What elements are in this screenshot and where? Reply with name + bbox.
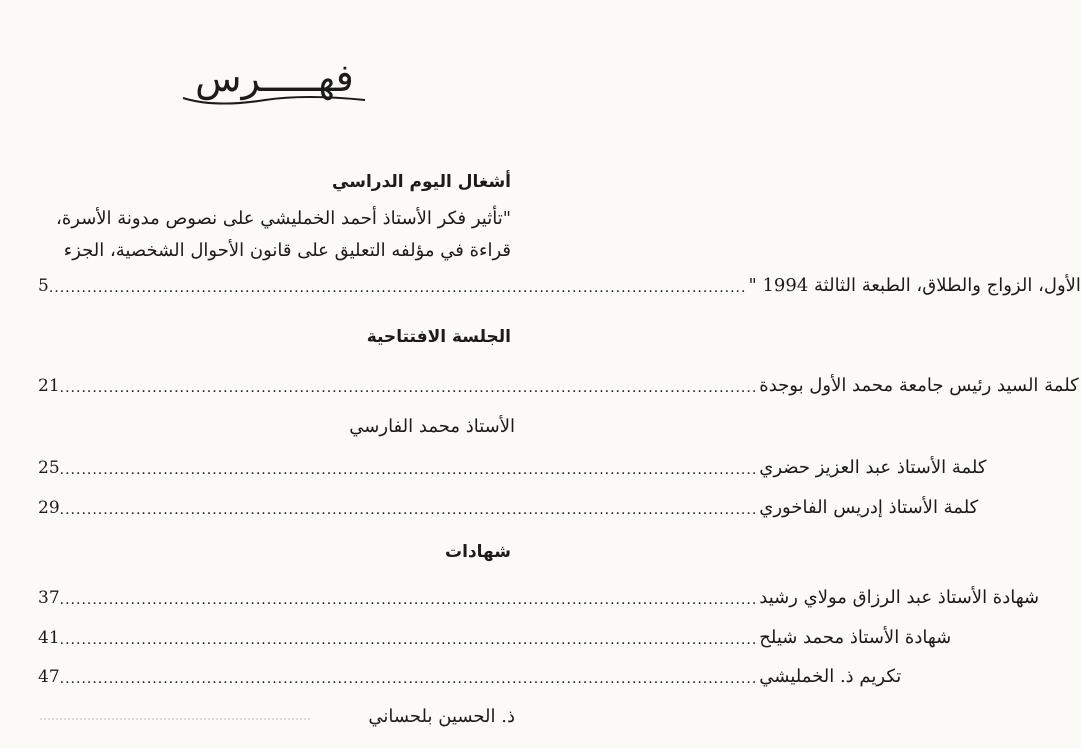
intro-line-1: "تأثير فكر الأستاذ أحمد الخمليشي على نصوص مدونة الأسرة، xyxy=(56,208,511,229)
page-number: 29 xyxy=(38,498,60,518)
section-testimonies: شهادات xyxy=(445,542,511,562)
toc-entry-farsi: الأستاذ محمد الفارسي xyxy=(349,416,515,437)
entry-text: تكريم ذ. الخمليشي xyxy=(759,666,902,687)
title-flourish xyxy=(175,60,375,110)
toc-entry-belhassani: ذ. الحسين بلحساني xyxy=(368,706,515,727)
page-number: 25 xyxy=(38,458,60,478)
toc-entry-president[interactable] xyxy=(38,370,1079,396)
toc-entry-rachid[interactable] xyxy=(38,582,1040,608)
toc-entry-hadri[interactable] xyxy=(38,452,987,478)
entry-text: كلمة الأستاذ إدريس الفاخوري xyxy=(759,497,979,518)
entry-text: كلمة الأستاذ عبد العزيز حضري xyxy=(759,457,987,478)
section-opening: الجلسة الافتتاحية xyxy=(366,327,511,347)
leader-dots: ................................................................................................................................ xyxy=(59,462,758,478)
section-study-day: أشغال اليوم الدراسي xyxy=(332,172,511,192)
page-title: فهـــــرس xyxy=(195,56,354,100)
page-number: 21 xyxy=(38,376,60,396)
leader-dots: ................................................................................................................................ xyxy=(59,632,758,648)
leader-dots: ................................................................................................................................ xyxy=(48,280,747,296)
page-number: 37 xyxy=(38,588,60,608)
entry-text: شهادة الأستاذ عبد الرزاق مولاي رشيد xyxy=(759,587,1040,608)
toc-entry-tribute[interactable] xyxy=(38,661,902,687)
bleed-through-text xyxy=(40,708,310,720)
toc-entry-fakhouri[interactable] xyxy=(38,492,979,518)
intro-line-2: قراءة في مؤلفه التعليق على قانون الأحوال الشخصية، الجزء xyxy=(63,240,511,261)
leader-dots: ................................................................................................................................ xyxy=(59,380,758,396)
leader-dots: ................................................................................................................................ xyxy=(59,671,758,687)
page-number: 41 xyxy=(38,628,60,648)
entry-text: شهادة الأستاذ محمد شيلح xyxy=(759,627,952,648)
page-number: 5 xyxy=(38,276,49,296)
leader-dots: ................................................................................................................................ xyxy=(59,592,758,608)
toc-entry-chilah[interactable] xyxy=(38,622,952,648)
leader-dots: ................................................................................................................................ xyxy=(59,502,758,518)
entry-text: كلمة السيد رئيس جامعة محمد الأول بوجدة xyxy=(759,375,1079,396)
entry-text: الأول، الزواج والطلاق، الطبعة الثالثة 1994 " xyxy=(748,275,1081,296)
intro-entry[interactable] xyxy=(38,270,1081,296)
page-number: 47 xyxy=(38,667,60,687)
